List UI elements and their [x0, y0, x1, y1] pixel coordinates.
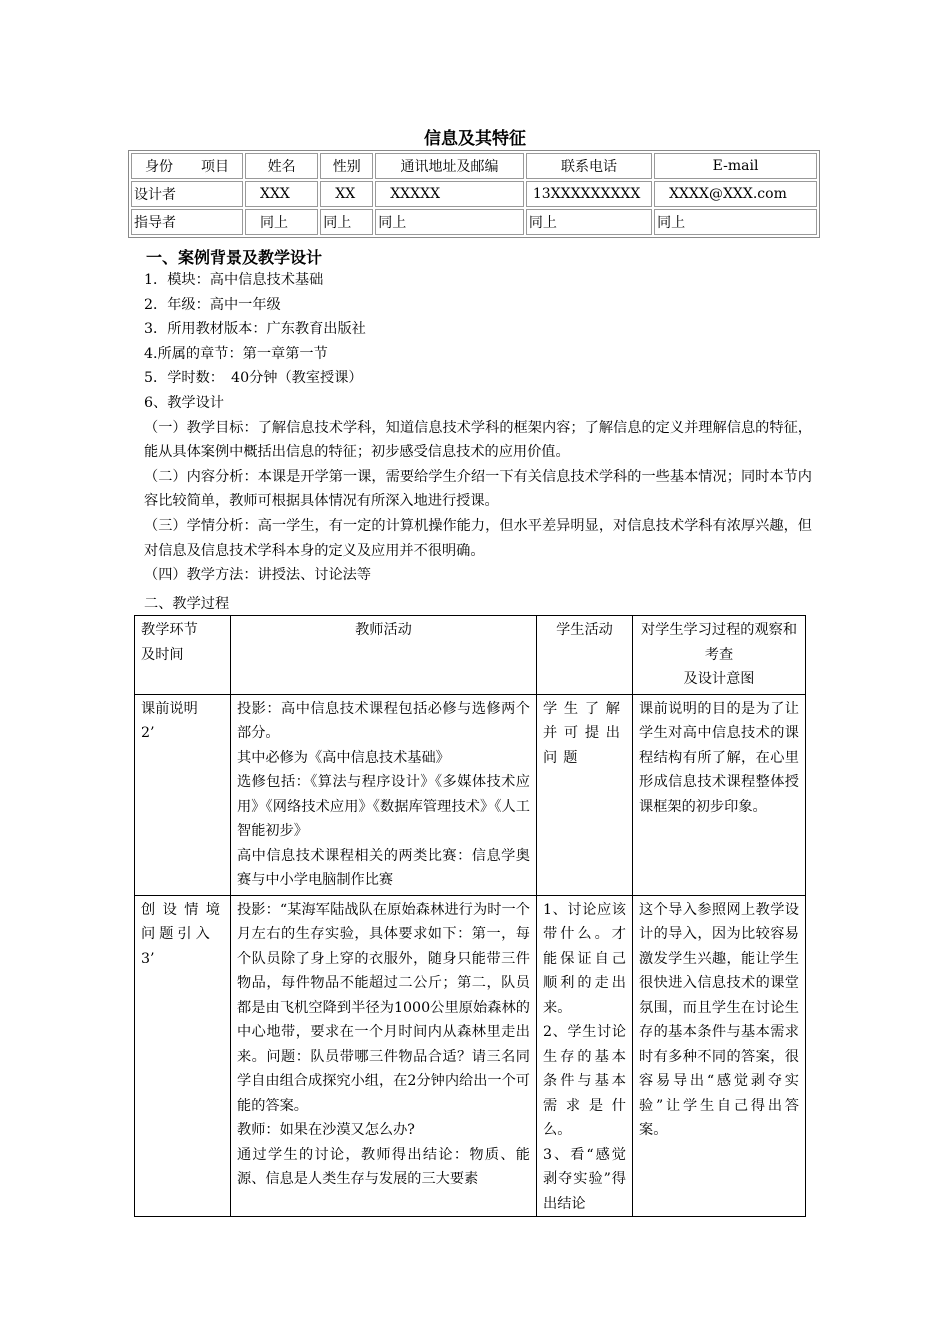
info-header-cell: 联系电话 — [526, 153, 652, 179]
info-table — [128, 150, 820, 238]
student-text: 学生了解并可提出问题 — [543, 700, 626, 766]
section-heading-process: 二、教学过程 — [144, 596, 230, 612]
process-row — [135, 694, 806, 895]
student-cell — [537, 694, 633, 895]
stage-time: 2’ — [141, 725, 155, 741]
teacher-text: 投影：高中信息技术课程包括必修与选修两个部分。 — [237, 700, 530, 741]
process-table — [134, 615, 806, 1217]
teacher-text: 选修包括：《算法与程序设计》《多媒体技术应用》《网络技术应用》《数据库管理技术》《人工智能初步》 — [237, 774, 530, 839]
module-line: 1．模块：高中信息技术基础 — [144, 272, 324, 288]
info-cell: 同上 — [320, 209, 373, 235]
teacher-cell — [231, 895, 537, 1216]
header-text: 及时间 — [141, 646, 184, 663]
info-header-cell: 性别 — [320, 153, 373, 179]
stage-time: 3’ — [141, 950, 155, 967]
header-stage — [135, 616, 231, 695]
teacher-text: 高中信息技术课程相关的两类比赛：信息学奥赛与中小学电脑制作比赛 — [237, 847, 530, 888]
header-observe — [633, 616, 806, 695]
student-text: 2、学生讨论生存的基本条件与基本需求是什么。 — [543, 1024, 626, 1138]
process-row — [135, 895, 806, 1216]
stage-cell — [135, 895, 231, 1216]
section-heading-background: 一、案例背景及教学设计 — [146, 248, 323, 267]
info-cell: 指导者 — [131, 209, 243, 235]
info-cell: 13XXXXXXXXX — [526, 181, 652, 207]
stage-cell — [135, 694, 231, 895]
info-cell: XXX — [245, 181, 318, 207]
stage-name: 创设情境问题引入 — [141, 901, 224, 942]
header-text: 对学生学习过程的观察和考查 — [640, 622, 798, 663]
info-header-cell: 姓名 — [245, 153, 318, 179]
design-heading: 6、教学设计 — [144, 394, 224, 411]
content-paragraph: （二）内容分析：本课是开学第一课，需要给学生介绍一下有关信息技术学科的一些基本情况；同时本节内容比较简单，教师可根据具体情况有所深入地进行授课。 — [144, 468, 812, 510]
info-cell: 同上 — [654, 209, 817, 235]
header-text: 教学环节 — [141, 622, 198, 638]
info-cell: 同上 — [245, 209, 318, 235]
grade-line: 2．年级：高中一年级 — [144, 296, 281, 313]
hours-line: 5．学时数： 40分钟（教室授课） — [144, 370, 363, 387]
info-row-advisor — [131, 209, 817, 235]
student-cell — [537, 895, 633, 1216]
info-cell: 设计者 — [131, 181, 243, 207]
info-header-row — [131, 153, 817, 179]
info-cell: XXXXX — [375, 181, 524, 207]
observe-cell — [633, 694, 806, 895]
process-header-row — [135, 616, 806, 695]
info-cell: XXXX@XXX.com — [654, 181, 817, 207]
textbook-line: 3．所用教材版本：广东教育出版社 — [144, 321, 366, 338]
chapter-line: 4.所属的章节：第一章第一节 — [144, 345, 328, 362]
observe-text: 课前说明的目的是为了让学生对高中信息技术的课程结构有所了解，在心里形成信息技术课程整体授课框架的初步印象。 — [639, 700, 799, 815]
learner-paragraph: （三）学情分析：高一学生，有一定的计算机操作能力，但水平差异明显，对信息技术学科有浓厚兴趣，但对信息及信息技术学科本身的定义及应用并不很明确。 — [144, 517, 812, 559]
info-cell: 同上 — [526, 209, 652, 235]
teacher-text: 其中必修为《高中信息技术基础》 — [237, 749, 450, 766]
student-text: 1、讨论应该带什么。才能保证自己顺利的走出来。 — [543, 901, 626, 1016]
info-row-designer — [131, 181, 817, 207]
teacher-text: 通过学生的讨论，教师得出结论：物质、能源、信息是人类生存与发展的三大要素 — [237, 1146, 530, 1187]
page-title: 信息及其特征 — [424, 129, 526, 149]
info-header-cell: E-mail — [654, 153, 817, 179]
observe-cell — [633, 895, 806, 1216]
header-student: 学生活动 — [537, 616, 633, 695]
student-text: 3、看“感觉剥夺实验”得出结论 — [543, 1146, 626, 1212]
stage-name: 课前说明 — [141, 700, 198, 717]
info-header-cell: 通讯地址及邮编 — [375, 153, 524, 179]
info-cell: 同上 — [375, 209, 524, 235]
observe-text: 这个导入参照网上教学设计的导入，因为比较容易激发学生兴趣，能让学生很快进入信息技术的课堂氛围，而且学生在讨论生存的基本条件与基本需求时有多种不同的答案，很容易导出“感觉剥夺实验”让学生自己得出答案。 — [639, 901, 799, 1138]
header-teacher: 教师活动 — [231, 616, 537, 695]
info-cell: XX — [320, 181, 373, 207]
header-text: 及设计意图 — [683, 671, 755, 687]
method-paragraph: （四）教学方法：讲授法、讨论法等 — [144, 567, 372, 584]
teacher-text: 教师：如果在沙漠又怎么办? — [237, 1122, 415, 1138]
goal-paragraph: （一）教学目标：了解信息技术学科，知道信息技术学科的框架内容；了解信息的定义并理解信息的特征，能从具体案例中概括出信息的特征；初步感受信息技术的应用价值。 — [144, 419, 812, 461]
background-section — [144, 268, 812, 588]
info-header-cell: 身份 项目 — [131, 153, 243, 179]
teacher-text: 投影：“某海军陆战队在原始森林进行为时一个月左右的生存实验，具体要求如下：第一，每个队员除了身上穿的衣服外，随身只能带三件物品，每件物品不能超过二公斤；第二，队员都是由飞机空降到半径为1000公里原始森林的中心地带，要求在一个月时间内从森林里走出来。问题：队员带哪三件物品合适？请三名同学自由组合成探究小组，在2分钟内给出一个可能的答案。 — [237, 901, 530, 1114]
teacher-cell — [231, 694, 537, 895]
